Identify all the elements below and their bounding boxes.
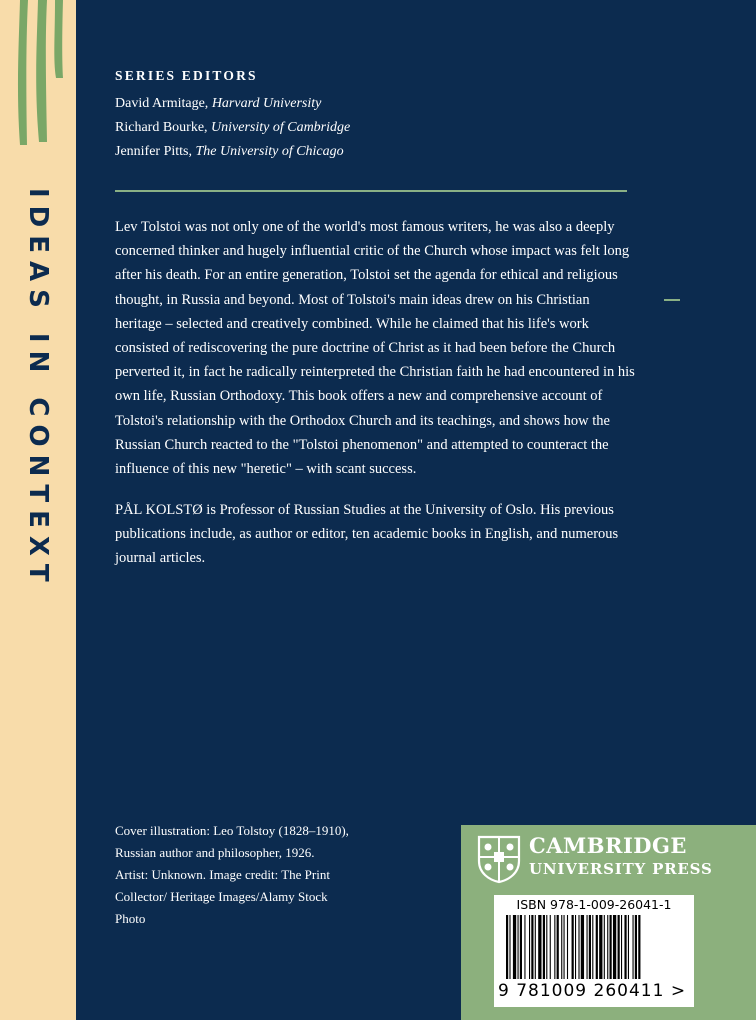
editor-line <box>115 142 350 162</box>
editor-name: David Armitage, <box>115 96 212 111</box>
author-bio: PÅL KOLSTØ is Professor of Russian Studies at the University of Oslo. His previous publications include, as author or editor, ten academic books in English, and numerous journal articles. <box>115 502 619 567</box>
publisher-name-line2: UNIVERSITY PRESS <box>529 860 713 878</box>
barcode-digits: 9 781009 260411 > <box>498 981 687 1001</box>
series-editors <box>115 68 350 166</box>
editor-affiliation: The University of Chicago <box>195 144 344 159</box>
edge-mark <box>664 299 680 301</box>
publisher-name <box>529 833 713 879</box>
editor-line <box>115 94 350 114</box>
series-title: IDEAS IN CONTEXT <box>23 188 53 590</box>
cambridge-crest-icon <box>477 835 521 883</box>
editor-name: Jennifer Pitts, <box>115 144 196 159</box>
series-editors-heading: SERIES EDITORS <box>115 68 258 83</box>
publisher-panel <box>461 825 756 1020</box>
editor-name: Richard Bourke, <box>115 120 212 135</box>
decorative-stripes-icon <box>0 0 76 150</box>
spine-strip <box>0 0 76 1020</box>
barcode-bars-icon <box>506 915 684 981</box>
editor-affiliation: University of Cambridge <box>211 120 351 135</box>
editor-line <box>115 118 350 138</box>
barcode <box>494 895 694 1007</box>
cover-credit: Cover illustration: Leo Tolstoy (1828–1910), Russian author and philosopher, 1926. Artist: Unknown. Image credit: The Print Collector/ Heritage Images/Alamy Stock Photo <box>115 823 349 926</box>
section-divider <box>115 190 627 192</box>
editor-affiliation: Harvard University <box>211 96 322 111</box>
isbn-label: ISBN 978-1-009-26041-1 <box>516 897 672 912</box>
book-blurb: Lev Tolstoi was not only one of the world's most famous writers, he was also a deeply concerned thinker and hugely influential critic of the Church whose impact was felt long after his death. For an entire generation, Tolstoi set the agenda for ethical and religious thought, in Russia and beyond. Most of Tolstoi's main ideas drew on his Christian heritage – selected and creatively combined. While he claimed that his life's work consisted of rediscovering the pure doctrine of Christ as it had been before the Church perverted it, in fact he radically reinterpreted the Christian faith he had encountered in his own life, Russian Orthodoxy. This book offers a new and comprehensive account of Tolstoi's relationship with the Orthodox Church and its teachings, and shows how the Russian Church reacted to the "Tolstoi phenomenon" and attempted to counteract the influence of this new "heretic" – with scant success. <box>115 219 635 478</box>
publisher-name-line1: CAMBRIDGE <box>529 833 687 858</box>
back-cover <box>76 0 713 1020</box>
